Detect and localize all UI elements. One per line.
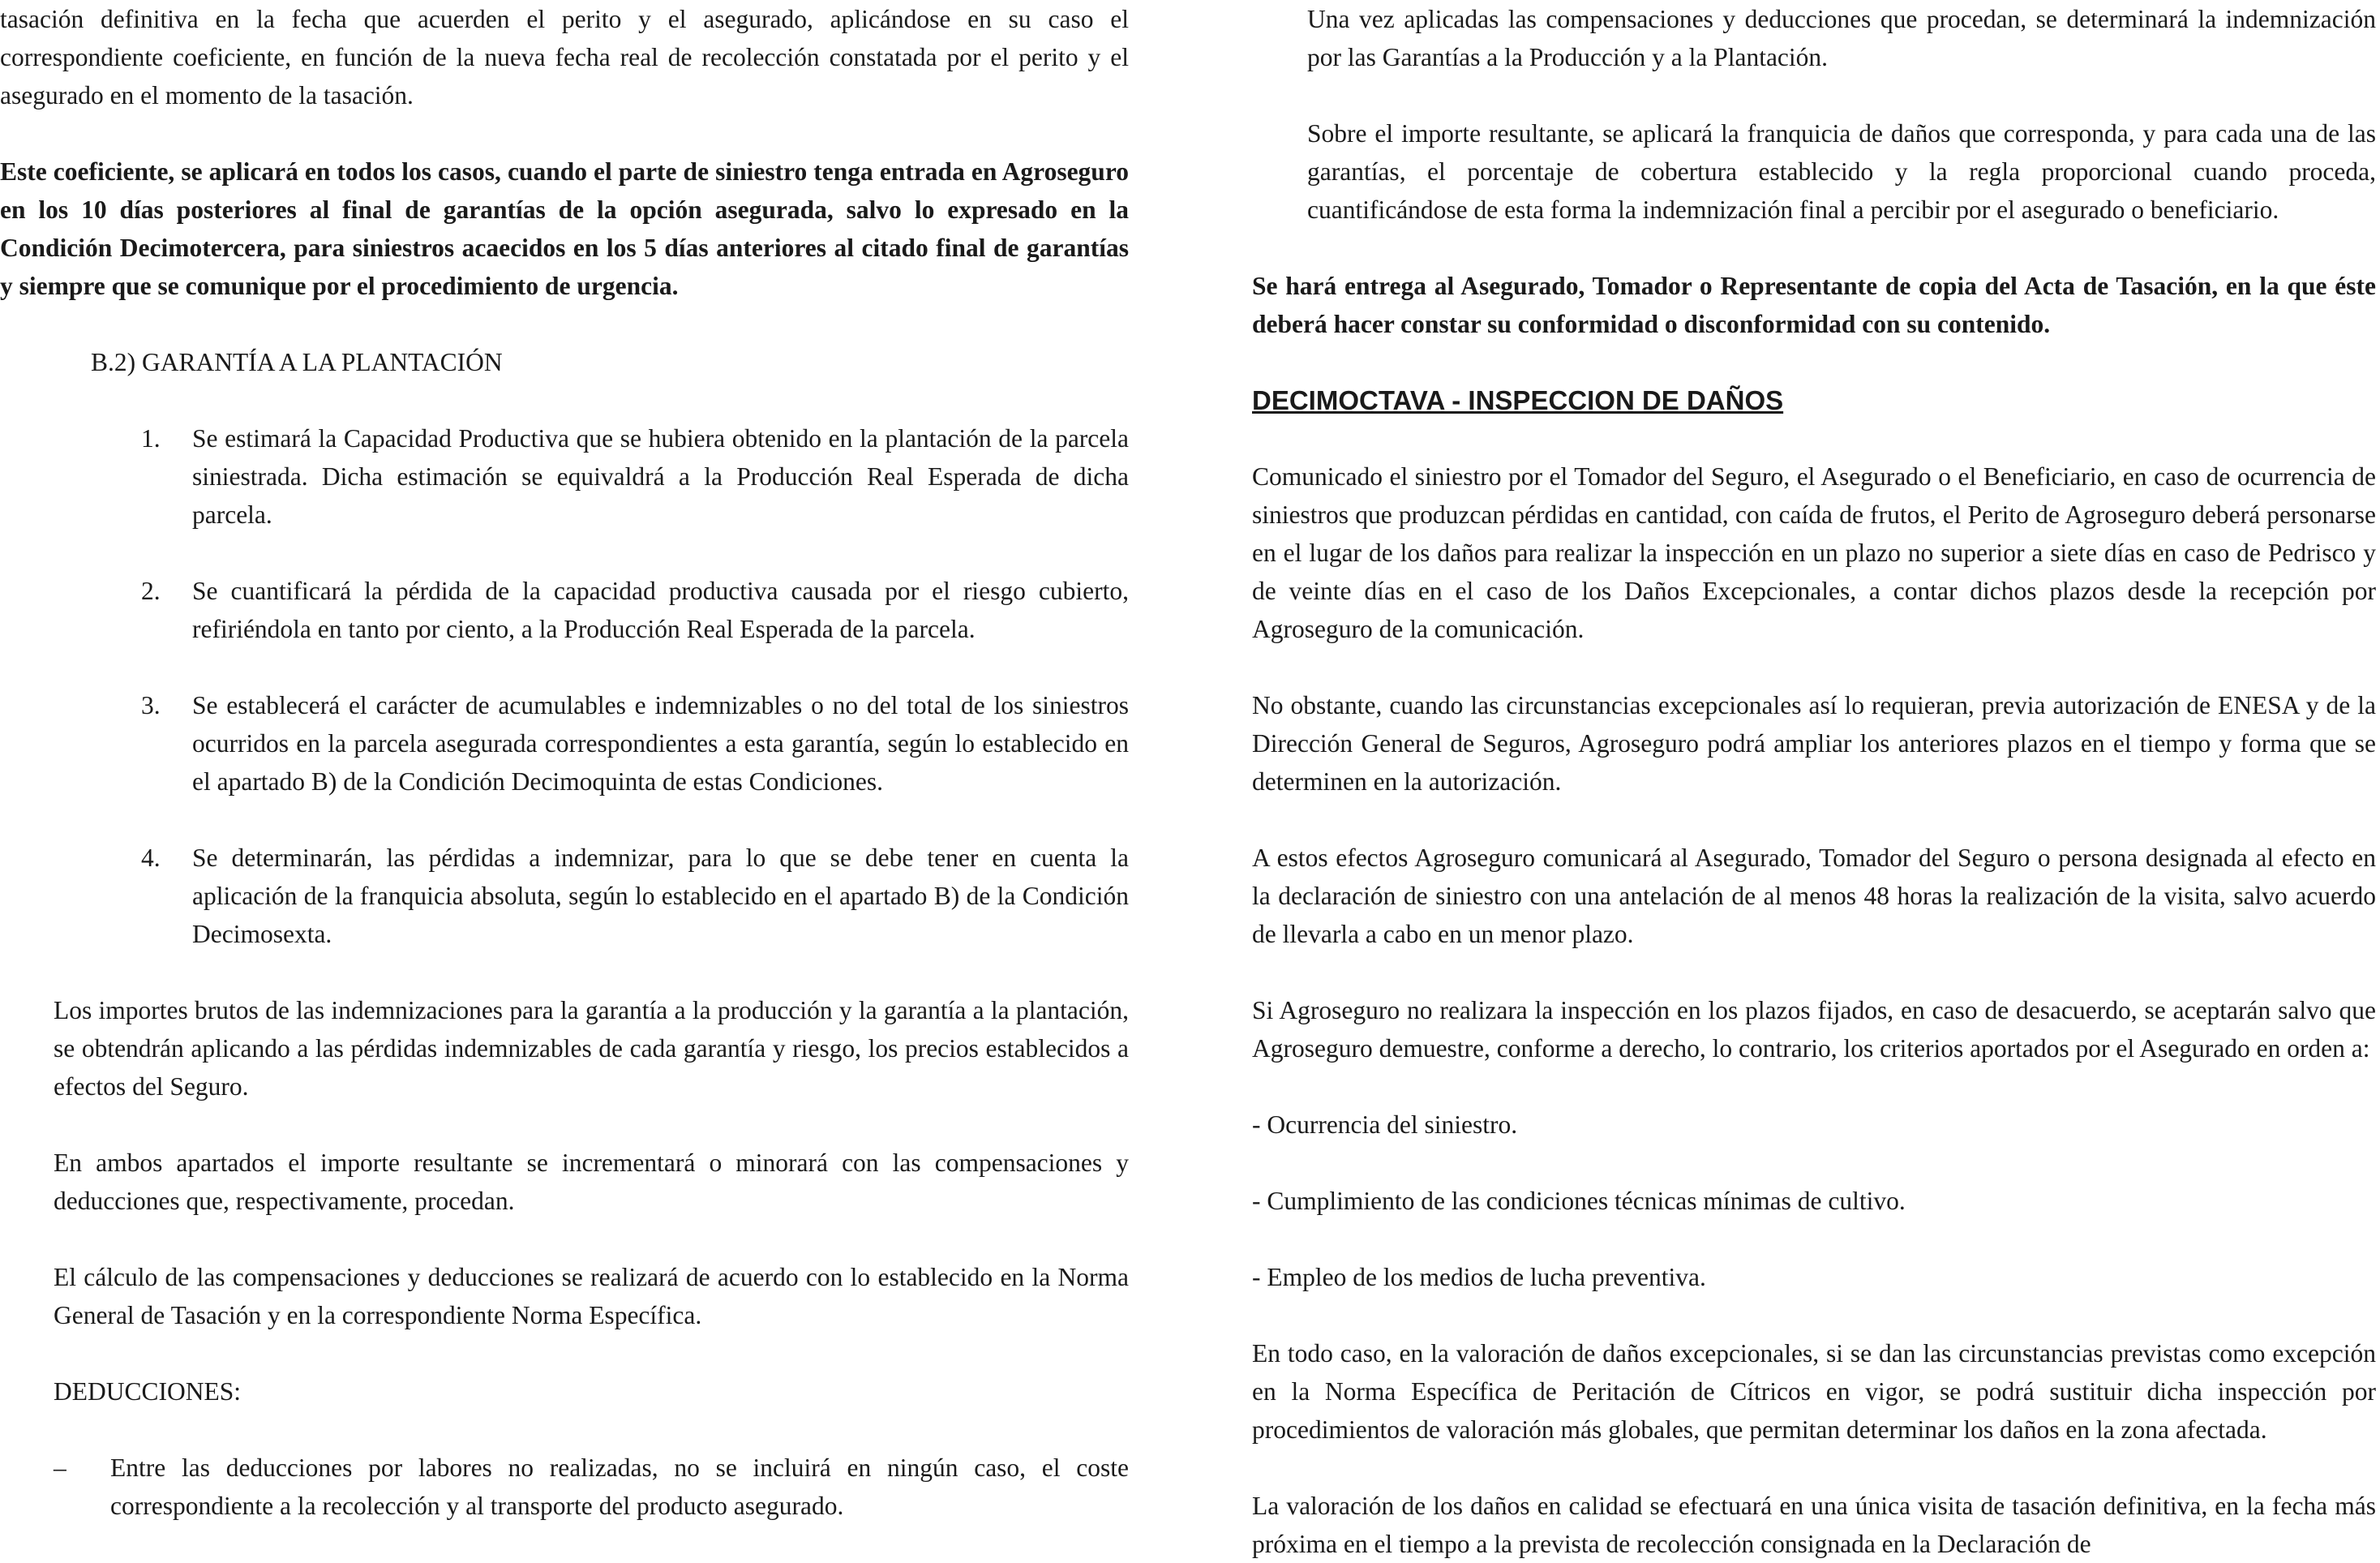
numbered-item bbox=[0, 572, 1129, 648]
paragraph-sobre: Sobre el importe resultante, se aplicará la franquicia de daños que corresponda, y para cada una de las garantías, el porcentaje de cobertura establecido y la regla proporcional cuando proceda, cuantificándose de esta forma la indemnización final a percibir por el asegurado o beneficiario. bbox=[1307, 119, 2376, 224]
paragraph-en-todo-caso: En todo caso, en la valoración de daños excepcionales, si se dan las circunstancias previstas como excepción en la Norma Específica de Peritación de Cítricos en vigor, se podrá sustituir dicha inspección por procedimientos de valoración más globales, que permitan determinar los daños en la zona afectada. bbox=[1252, 1339, 2376, 1444]
paragraph-comunicado: Comunicado el siniestro por el Tomador del Seguro, el Asegurado o el Beneficiario, en caso de ocurrencia de siniestros que produzcan pérdidas en cantidad, con caída de frutos, el Perito de Agroseguro deberá personarse en el lugar de los daños para realizar la inspección en un plazo no superior a siete días en caso de Pedrisco y de veinte días en el caso de los Daños Excepcionales, a contar dichos plazos desde la recepción por Agroseguro de la comunicación. bbox=[1252, 462, 2376, 643]
paragraph-ambos: En ambos apartados el importe resultante se incrementará o minorará con las compensaciones y deducciones que, respectivamente, procedan. bbox=[54, 1149, 1129, 1215]
deduccion-item bbox=[0, 1449, 1129, 1525]
paragraph-no-obstante: No obstante, cuando las circunstancias excepcionales así lo requieran, previa autorización de ENESA y de la Dirección General de Seguros, Agroseguro podrá ampliar los anteriores plazos en el tiempo y forma que se determinen en la autorización. bbox=[1252, 691, 2376, 796]
item-text: Se establecerá el carácter de acumulables e indemnizables o no del total de los siniestros ocurridos en la parcela asegurada correspondientes a esta garantía, según lo establecido en el apartado B) de la Condición Decimoquinta de estas Condiciones. bbox=[192, 691, 1129, 796]
deduccion-text: Entre las deducciones por labores no realizadas, no se incluirá en ningún caso, el coste correspondiente a la recolección y al transporte del producto asegurado. bbox=[110, 1454, 1129, 1520]
paragraph-coeficiente: Este coeficiente, se aplicará en todos los casos, cuando el parte de siniestro tenga entrada en Agroseguro en los 10 días posteriores al final de garantías de la opción asegurada, salvo lo expresado en la Condición Decimotercera, para siniestros acaecidos en los 5 días anteriores al citado final de garantías y siempre que se comunique por el procedimiento de urgencia. bbox=[0, 157, 1129, 300]
item-number: 4. bbox=[141, 844, 161, 872]
item-text: Se estimará la Capacidad Productiva que se hubiera obtenido en la plantación de la parcela siniestrada. Dicha estimación se equivaldrá a la Producción Real Esperada de dicha parcela. bbox=[192, 424, 1129, 529]
paragraph-valoracion: La valoración de los daños en calidad se efectuará en una única visita de tasación definitiva, en la fecha más próxima en el tiempo a la prevista de recolección consignada en la Declaración de bbox=[1252, 1492, 2376, 1558]
deducciones-title: DEDUCCIONES: bbox=[54, 1377, 242, 1406]
paragraph-entrega: Se hará entrega al Asegurado, Tomador o Representante de copia del Acta de Tasación, en la que éste deberá hacer constar su conformidad o disconformidad con su contenido. bbox=[1252, 272, 2376, 338]
section-title-b2: B.2) GARANTÍA A LA PLANTACIÓN bbox=[91, 348, 503, 376]
criterio-item: - Empleo de los medios de lucha preventiva. bbox=[1252, 1263, 1706, 1291]
paragraph-si-agroseguro: Si Agroseguro no realizara la inspección en los plazos fijados, en caso de desacuerdo, se aceptarán salvo que Agroseguro demuestre, conforme a derecho, lo contrario, los criterios aportados por el Asegurado en orden a: bbox=[1252, 996, 2376, 1063]
item-text: Se determinarán, las pérdidas a indemnizar, para lo que se debe tener en cuenta la aplicación de la franquicia absoluta, según lo establecido en el apartado B) de la Condición Decimosexta. bbox=[192, 844, 1129, 948]
paragraph-aplicadas: Una vez aplicadas las compensaciones y deducciones que procedan, se determinará la indemnización por las Garantías a la Producción y a la Plantación. bbox=[1307, 5, 2376, 71]
paragraph-a-estos: A estos efectos Agroseguro comunicará al Asegurado, Tomador del Seguro o persona designada al efecto en la declaración de siniestro con una antelación de al menos 48 horas la realización de la visita, salvo acuerdo de llevarla a cabo en un menor plazo. bbox=[1252, 844, 2376, 948]
item-number: 2. bbox=[141, 577, 161, 605]
item-number: 3. bbox=[141, 691, 161, 719]
dash-marker: – bbox=[54, 1454, 66, 1482]
item-text: Se cuantificará la pérdida de la capacidad productiva causada por el riesgo cubierto, refiriéndola en tanto por ciento, a la Producción Real Esperada de la parcela. bbox=[192, 577, 1129, 643]
criterio-item: - Ocurrencia del siniestro. bbox=[1252, 1110, 1518, 1139]
paragraph-intro: tasación definitiva en la fecha que acuerden el perito y el asegurado, aplicándose en su caso el correspondiente coeficiente, en función de la nueva fecha real de recolección constatada por el perito y el asegurado en el momento de la tasación. bbox=[0, 5, 1129, 109]
item-number: 1. bbox=[141, 424, 161, 453]
left-column bbox=[0, 0, 1129, 1525]
paragraph-calculo: El cálculo de las compensaciones y deducciones se realizará de acuerdo con lo establecido en la Norma General de Tasación y en la correspondiente Norma Específica. bbox=[54, 1263, 1129, 1329]
criterio-item: - Cumplimiento de las condiciones técnicas mínimas de cultivo. bbox=[1252, 1187, 1906, 1215]
numbered-item bbox=[0, 839, 1129, 953]
right-column bbox=[1252, 0, 2376, 1563]
heading-decimoctava: DECIMOCTAVA - INSPECCION DE DAÑOS bbox=[1252, 385, 1784, 415]
numbered-item bbox=[0, 686, 1129, 801]
numbered-item bbox=[0, 419, 1129, 534]
paragraph-importes: Los importes brutos de las indemnizaciones para la garantía a la producción y la garantía a la plantación, se obtendrán aplicando a las pérdidas indemnizables de cada garantía y riesgo, los precios establecidos a efectos del Seguro. bbox=[54, 996, 1129, 1101]
